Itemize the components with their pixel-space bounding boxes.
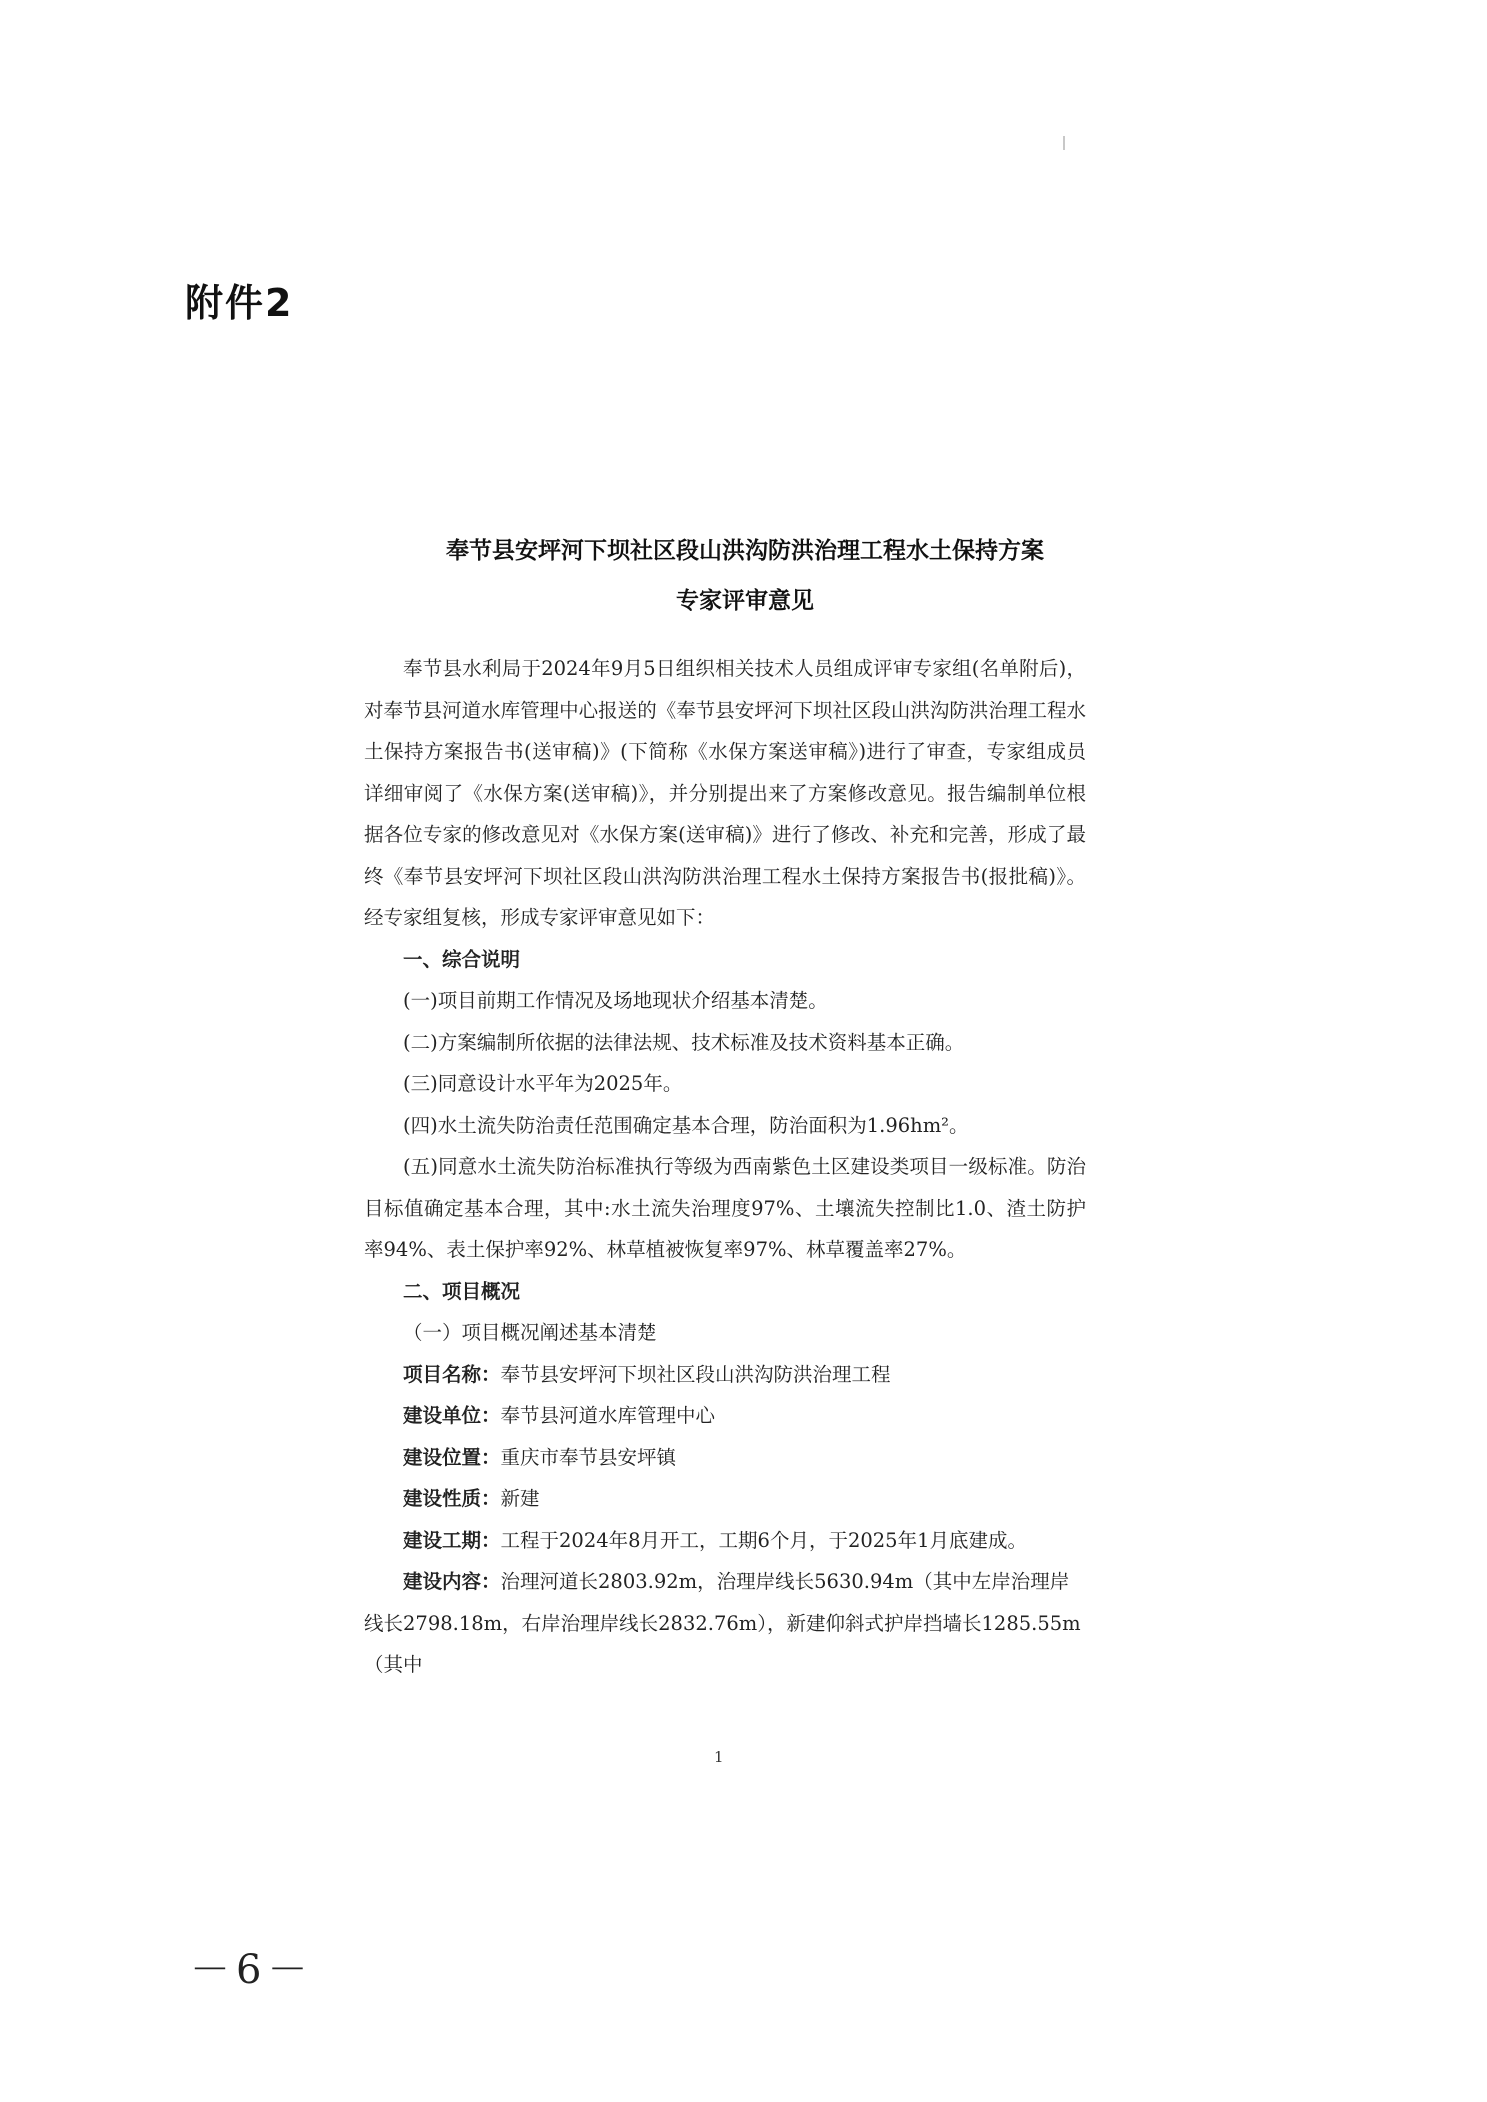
section2-heading: 二、项目概况 bbox=[403, 1279, 521, 1303]
project-field bbox=[364, 1395, 1086, 1437]
field-value: 重庆市奉节县安坪镇 bbox=[500, 1445, 677, 1469]
document-title-line1: 奉节县安坪河下坝社区段山洪沟防洪治理工程水土保持方案 bbox=[446, 537, 1044, 564]
field-key: 建设工期： bbox=[403, 1528, 501, 1552]
field-key: 建设位置： bbox=[403, 1445, 501, 1469]
field-value: 奉节县河道水库管理中心 bbox=[500, 1404, 716, 1427]
document-title-line2: 专家评审意见 bbox=[676, 587, 814, 614]
attachment-label: 附件2 bbox=[185, 281, 294, 325]
section1-item: (一)项目前期工作情况及场地现状介绍基本清楚。 bbox=[403, 989, 828, 1012]
field-key: 建设内容： bbox=[403, 1570, 501, 1593]
project-field bbox=[364, 1520, 1086, 1562]
footer-page-number: －6－ bbox=[190, 1947, 314, 1993]
field-value: 工程于2024年8月开工，工期6个月，于2025年1月底建成。 bbox=[500, 1528, 1027, 1552]
section1-item: (四)水土流失防治责任范围确定基本合理，防治面积为1.96hm²。 bbox=[403, 1113, 969, 1137]
field-key: 建设性质： bbox=[403, 1487, 501, 1510]
field-value: 奉节县安坪河下坝社区段山洪沟防洪治理工程 bbox=[500, 1362, 891, 1386]
project-field bbox=[364, 1478, 1086, 1520]
field-value: 治理河道长2803.92m，治理岸线长5630.94m（其中左岸治理岸线长2798.18m，右岸治理岸线长2832.76m），新建仰斜式护岸挡墙长1285.55m（其中 bbox=[364, 1570, 1081, 1676]
project-field bbox=[364, 1561, 1086, 1686]
project-field bbox=[364, 1437, 1086, 1479]
section2-subheading: （一）项目概况阐述基本清楚 bbox=[403, 1321, 657, 1344]
section1-item: (三)同意设计水平年为2025年。 bbox=[403, 1072, 683, 1095]
section1-item: (二)方案编制所依据的法律法规、技术标准及技术资料基本正确。 bbox=[403, 1030, 965, 1054]
scan-artifact bbox=[1063, 136, 1065, 150]
field-key: 项目名称： bbox=[403, 1362, 501, 1386]
intro-paragraph: 奉节县水利局于2024年9月5日组织相关技术人员组成评审专家组(名单附后)，对奉节县河道水库管理中心报送的《奉节县安坪河下坝社区段山洪沟防洪治理工程水土保持方案报告书(送审稿)》(下简称《水保方案送审稿》)进行了审查，专家组成员详细审阅了《水保方案(送审稿)》，并分别提出来了方案修改意见。报告编制单位根据各位专家的修改意见对《水保方案(送审稿)》进行了修改、补充和完善，形成了最终《奉节县安坪河下坝社区段山洪沟防洪治理工程水土保持方案报告书(报批稿)》。经专家组复核，形成专家评审意见如下： bbox=[364, 657, 1086, 929]
project-field bbox=[364, 1354, 1086, 1396]
section1-item: (五)同意水土流失防治标准执行等级为西南紫色土区建设类项目一级标准。防治目标值确定基本合理，其中:水土流失治理度97%、土壤流失控制比1.0、渣土防护率94%、表土保护率92%、林草植被恢复率97%、林草覆盖率27%。 bbox=[364, 1155, 1086, 1261]
section1-heading: 一、综合说明 bbox=[403, 947, 521, 971]
document-body bbox=[364, 648, 1086, 1686]
field-key: 建设单位： bbox=[403, 1404, 501, 1427]
inner-page-number: 1 bbox=[714, 1748, 724, 1766]
field-value: 新建 bbox=[500, 1487, 540, 1510]
